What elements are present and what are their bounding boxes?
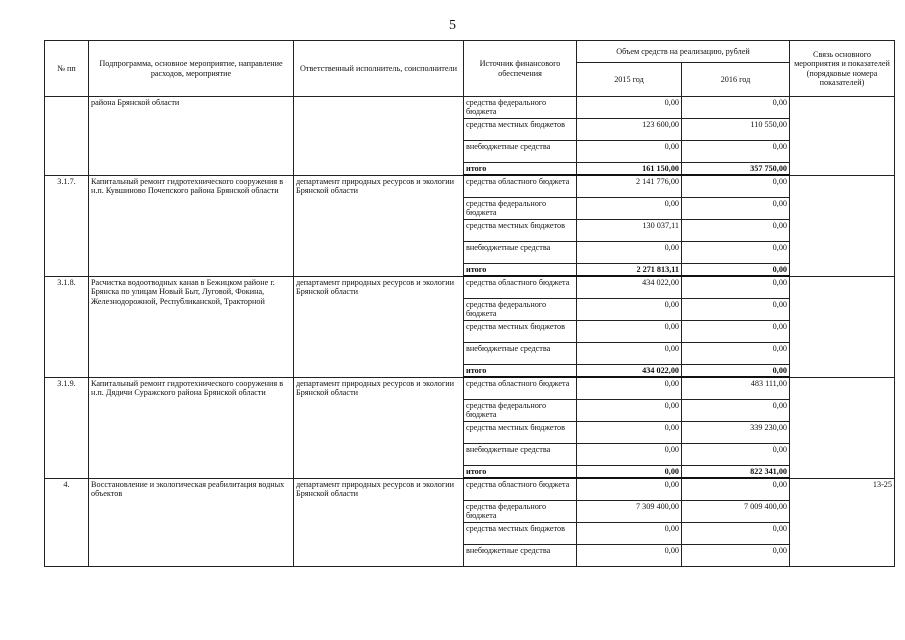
indicator-link — [790, 276, 895, 377]
funding-source: средства областного бюджета — [464, 478, 577, 500]
indicator-link — [790, 97, 895, 176]
amount-2015: 0,00 — [577, 421, 682, 443]
total-2016: 357 750,00 — [682, 163, 790, 176]
header-link: Связь основного мероприятия и показателей (порядковые номера показателей) — [790, 41, 895, 97]
amount-2016: 0,00 — [682, 219, 790, 241]
amount-2015: 0,00 — [577, 320, 682, 342]
executor-name: департамент природных ресурсов и экологии Брянской области — [294, 377, 464, 478]
amount-2016: 0,00 — [682, 544, 790, 566]
program-table — [44, 40, 895, 567]
amount-2016: 0,00 — [682, 141, 790, 163]
funding-source: внебюджетные средства — [464, 141, 577, 163]
program-name: Капитальный ремонт гидротехнического сооружения в н.п. Кувшиново Почепского района Брянской области — [89, 175, 294, 276]
program-name: района Брянской области — [89, 97, 294, 176]
amount-2016: 7 009 400,00 — [682, 500, 790, 522]
amount-2015: 0,00 — [577, 399, 682, 421]
amount-2015: 434 022,00 — [577, 276, 682, 298]
total-label: итого — [464, 364, 577, 377]
funding-source: средства областного бюджета — [464, 276, 577, 298]
program-name: Расчистка водоотводных канав в Бежицком районе г. Брянска по улицам Новый Быт, Луговой, Фокина, Железнодорожной, Республиканской, Тракторной — [89, 276, 294, 377]
amount-2016: 483 111,00 — [682, 377, 790, 399]
total-2016: 0,00 — [682, 263, 790, 276]
funding-source: средства федерального бюджета — [464, 197, 577, 219]
executor-name: департамент природных ресурсов и экологии Брянской области — [294, 175, 464, 276]
header-2015: 2015 год — [577, 63, 682, 97]
total-label: итого — [464, 465, 577, 478]
table-row — [45, 377, 895, 399]
amount-2016: 0,00 — [682, 197, 790, 219]
funding-source: средства федерального бюджета — [464, 500, 577, 522]
amount-2015: 0,00 — [577, 544, 682, 566]
amount-2016: 0,00 — [682, 175, 790, 197]
funding-source: средства местных бюджетов — [464, 421, 577, 443]
program-name: Капитальный ремонт гидротехнического сооружения в н.п. Дядичи Суражского района Брянской области — [89, 377, 294, 478]
total-2015: 0,00 — [577, 465, 682, 478]
funding-source: средства областного бюджета — [464, 175, 577, 197]
funding-source: средства областного бюджета — [464, 377, 577, 399]
table-row — [45, 478, 895, 500]
amount-2015: 0,00 — [577, 197, 682, 219]
total-2016: 822 341,00 — [682, 465, 790, 478]
row-number: 4. — [45, 478, 89, 566]
table-row — [45, 276, 895, 298]
funding-source: средства местных бюджетов — [464, 119, 577, 141]
program-name: Восстановление и экологическая реабилитация водных объектов — [89, 478, 294, 566]
funding-source: внебюджетные средства — [464, 241, 577, 263]
header-source: Источник финансового обеспечения — [464, 41, 577, 97]
header-executor: Ответственный исполнитель, соисполнители — [294, 41, 464, 97]
table-row — [45, 175, 895, 197]
row-number — [45, 97, 89, 176]
total-2016: 0,00 — [682, 364, 790, 377]
header-no: № пп — [45, 41, 89, 97]
amount-2015: 0,00 — [577, 522, 682, 544]
total-label: итого — [464, 263, 577, 276]
funding-source: средства федерального бюджета — [464, 399, 577, 421]
amount-2016: 0,00 — [682, 522, 790, 544]
amount-2015: 130 037,11 — [577, 219, 682, 241]
indicator-link: 13-25 — [790, 478, 895, 566]
total-2015: 434 022,00 — [577, 364, 682, 377]
amount-2015: 0,00 — [577, 342, 682, 364]
amount-2016: 0,00 — [682, 443, 790, 465]
page-number: 5 — [449, 18, 456, 33]
amount-2015: 0,00 — [577, 97, 682, 119]
amount-2015: 2 141 776,00 — [577, 175, 682, 197]
amount-2015: 0,00 — [577, 241, 682, 263]
row-number: 3.1.8. — [45, 276, 89, 377]
total-2015: 161 150,00 — [577, 163, 682, 176]
executor-name — [294, 97, 464, 176]
amount-2015: 123 600,00 — [577, 119, 682, 141]
amount-2015: 0,00 — [577, 377, 682, 399]
executor-name: департамент природных ресурсов и экологии Брянской области — [294, 276, 464, 377]
funding-source: средства федерального бюджета — [464, 97, 577, 119]
amount-2016: 0,00 — [682, 342, 790, 364]
executor-name: департамент природных ресурсов и экологии Брянской области — [294, 478, 464, 566]
funding-source: внебюджетные средства — [464, 443, 577, 465]
funding-source: средства федерального бюджета — [464, 298, 577, 320]
amount-2015: 0,00 — [577, 141, 682, 163]
amount-2015: 0,00 — [577, 443, 682, 465]
amount-2016: 110 550,00 — [682, 119, 790, 141]
amount-2016: 339 230,00 — [682, 421, 790, 443]
indicator-link — [790, 377, 895, 478]
amount-2016: 0,00 — [682, 399, 790, 421]
funding-source: средства местных бюджетов — [464, 219, 577, 241]
funding-source: средства местных бюджетов — [464, 320, 577, 342]
header-program: Подпрограмма, основное мероприятие, направление расходов, мероприятие — [89, 41, 294, 97]
header-2016: 2016 год — [682, 63, 790, 97]
amount-2015: 0,00 — [577, 478, 682, 500]
header-volume: Объем средств на реализацию, рублей — [577, 41, 790, 63]
total-2015: 2 271 813,11 — [577, 263, 682, 276]
table-body — [45, 97, 895, 567]
amount-2016: 0,00 — [682, 241, 790, 263]
funding-source: внебюджетные средства — [464, 544, 577, 566]
funding-source: внебюджетные средства — [464, 342, 577, 364]
total-label: итого — [464, 163, 577, 176]
amount-2016: 0,00 — [682, 97, 790, 119]
amount-2015: 7 309 400,00 — [577, 500, 682, 522]
amount-2016: 0,00 — [682, 276, 790, 298]
amount-2015: 0,00 — [577, 298, 682, 320]
amount-2016: 0,00 — [682, 478, 790, 500]
amount-2016: 0,00 — [682, 320, 790, 342]
indicator-link — [790, 175, 895, 276]
row-number: 3.1.9. — [45, 377, 89, 478]
table-row — [45, 97, 895, 119]
amount-2016: 0,00 — [682, 298, 790, 320]
row-number: 3.1.7. — [45, 175, 89, 276]
funding-source: средства местных бюджетов — [464, 522, 577, 544]
